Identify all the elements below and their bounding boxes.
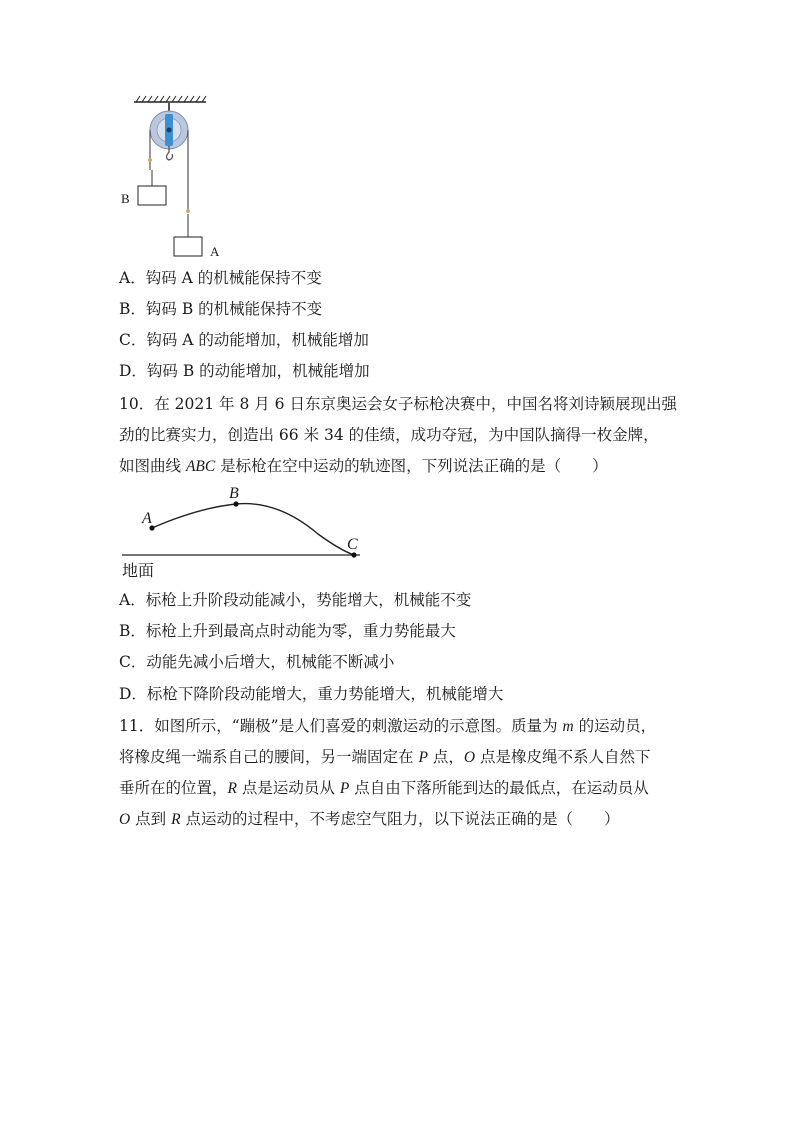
q10-option-c: C．动能先减小后增大，机械能不断减小: [119, 653, 395, 671]
q11-point-p-2: P: [339, 780, 350, 797]
q11-point-r: R: [227, 780, 237, 797]
q11-line-1: [119, 716, 656, 737]
q11-line-3: [119, 778, 649, 799]
point-b-label: B: [229, 485, 239, 502]
q11-point-o: O: [463, 749, 476, 766]
q11-l3-b: 点是运动员从: [236, 779, 340, 797]
pulley-figure: [118, 92, 238, 262]
q11-l2-a: 将橡皮绳一端系自己的腰间，另一端固定在: [119, 748, 419, 766]
q11-point-o-2: O: [119, 811, 131, 828]
q11-point-p: P: [418, 749, 428, 766]
label-a: A: [210, 244, 220, 259]
label-b: B: [121, 191, 130, 206]
q10-line-2: 劲的比赛实力，创造出 66 米 34 的佳绩，成功夺冠，为中国队摘得一枚金牌，: [119, 426, 659, 444]
q10-line-3: [119, 456, 608, 477]
q11-l3-a: 垂所在的位置，: [119, 779, 228, 797]
q11-l1-b: 的运动员，: [573, 717, 657, 735]
q11-point-r-2: R: [171, 811, 181, 828]
ground-label: 地面: [122, 561, 155, 580]
q11-line-4: [119, 809, 619, 830]
trajectory-figure: [118, 484, 368, 579]
q10-option-d: D．标枪下降阶段动能增大，重力势能增大，机械能增大: [119, 685, 504, 703]
q11-line-2: [119, 747, 650, 768]
trajectory-diagram: [118, 484, 368, 579]
q11-l2-c: 点是橡皮绳不系人自然下: [475, 748, 651, 766]
pulley-diagram: [118, 92, 238, 262]
q10-option-a: A．标枪上升阶段动能减小，势能增大，机械能不变: [119, 591, 472, 609]
q9-option-d: D．钩码 B 的动能增加，机械能增加: [119, 362, 370, 380]
q9-option-c: C．钩码 A 的动能增加，机械能增加: [119, 331, 369, 349]
point-a-label: A: [142, 510, 152, 527]
q9-option-b: B．钩码 B 的机械能保持不变: [119, 300, 323, 318]
q11-mass-symbol: m: [562, 718, 574, 735]
q11-l2-b: 点，: [427, 748, 464, 766]
q9-option-a: A．钩码 A 的机械能保持不变: [119, 269, 322, 287]
q11-l1-a: 11．如图所示，“蹦极”是人们喜爱的刺激运动的示意图。质量为: [119, 717, 563, 735]
q10-line-1: 10．在 2021 年 8 月 6 日东京奥运会女子标枪决赛中，中国名将刘诗颖展现出强: [119, 395, 677, 413]
q10-line-3-post: 是标枪在空中运动的轨迹图，下列说法正确的是（ ）: [215, 457, 608, 475]
q10-curve-name: ABC: [185, 458, 216, 475]
point-c-label: C: [347, 536, 358, 553]
q10-option-b: B．标枪上升到最高点时动能为零，重力势能最大: [119, 622, 456, 640]
q11-l3-c: 点自由下落所能到达的最低点，在运动员从: [349, 779, 649, 797]
q11-l4-b: 点运动的过程中，不考虑空气阻力，以下说法正确的是（ ）: [180, 810, 620, 828]
q10-line-3-pre: 如图曲线: [119, 457, 186, 475]
q11-l4-a: 点到: [130, 810, 172, 828]
